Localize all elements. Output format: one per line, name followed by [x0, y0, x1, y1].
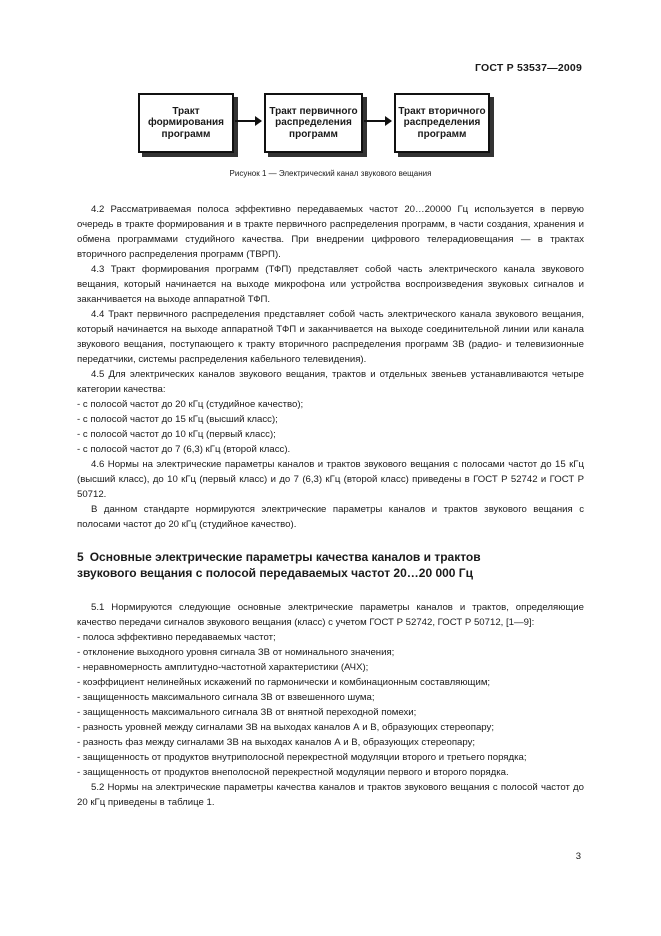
section-5-heading — [77, 549, 587, 581]
heading-line: звукового вещания с полосой передаваемых частот 20…20 000 Гц — [77, 566, 473, 580]
paragraph-5-1: 5.1 Нормируются следующие основные электрические параметры каналов и трактов, определяющие качество передачи сигналов звукового вещания (класс) с учетом ГОСТ Р 52742, ГОСТ Р 50712, [1—9]: — [77, 602, 584, 628]
diagram-box-formation — [138, 93, 234, 153]
list-item: - защищенность максимального сигнала ЗВ от взвешенного шума; — [77, 690, 584, 705]
list-item: - полоса эффективно передаваемых частот; — [77, 630, 584, 645]
list-item: - отклонение выходного уровня сигнала ЗВ от номинального значения; — [77, 645, 584, 660]
paragraph-5-2: 5.2 Нормы на электрические параметры качества каналов и трактов звукового вещания с полосой частот до 20 кГц приведены в таблице 1. — [77, 782, 584, 808]
list-item: - с полосой частот до 15 кГц (высший класс); — [77, 412, 584, 427]
standard-code: ГОСТ Р 53537—2009 — [474, 62, 582, 74]
list-item: - коэффициент нелинейных искажений по гармонически и комбинационным составляющим; — [77, 675, 584, 690]
box-text: программ — [161, 128, 211, 140]
channel-diagram — [138, 93, 490, 155]
box-text: формирования — [147, 117, 225, 129]
box-text: распределения — [275, 117, 352, 129]
paragraph-4-3: 4.3 Тракт формирования программ (ТФП) представляет собой часть электрического канала звукового вещания, который начинается на выходе микрофона или устройства воспроизведения звуковых сигналов и заканчивается на выходе аппаратной ТФП. — [77, 264, 584, 305]
heading-line: Основные электрические параметры качества каналов и трактов — [89, 550, 481, 564]
section-number: 5 — [77, 550, 84, 564]
list-item: - неравномерность амплитудно-частотной характеристики (АЧХ); — [77, 660, 584, 675]
list-item: - разность фаз между сигналами ЗВ на выходах каналов А и В, образующих стереопару; — [77, 735, 584, 750]
list-item: - защищенность от продуктов внеполосной перекрестной модуляции первого и второго порядка. — [77, 765, 584, 780]
page-number: 3 — [575, 851, 581, 862]
paragraph-4-4: 4.4 Тракт первичного распределения представляет собой часть электрического канала звукового вещания, который начинается на выходе аппаратной ТФП и заканчивается на выходе соединительной линии или канала звукового вещания, поступающего к тракту вторичного распределения программ ЗВ (радио- и телевизионные передатчики, системы распределения кабельного телевидения). — [77, 309, 584, 365]
arrow-icon — [235, 120, 261, 122]
list-item: - с полосой частот до 10 кГц (первый класс); — [77, 427, 584, 442]
paragraph-4-5: 4.5 Для электрических каналов звукового вещания, трактов и отдельных звеньев устанавливаются четыре категории качества: — [77, 369, 584, 395]
section-5-text — [77, 600, 584, 810]
list-item: - с полосой частот до 20 кГц (студийное качество); — [77, 397, 584, 412]
section-4-text — [77, 202, 584, 532]
diagram-box-secondary — [394, 93, 490, 153]
list-item: - защищенность максимального сигнала ЗВ от внятной переходной помехи; — [77, 705, 584, 720]
box-text: Тракт — [172, 105, 200, 117]
box-text: Тракт первичного — [269, 105, 358, 117]
paragraph-4-2: 4.2 Рассматриваемая полоса эффективно передаваемых частот 20…20000 Гц используется в первую очередь в тракте формирования и в тракте первичного распределения программ, в части создания, хранения и обмена программами студийного качества. При внедрении цифрового телерадиовещания — в трактах вторичного распределения программ (ТВРП). — [77, 204, 584, 260]
box-text: Тракт вторичного — [398, 105, 486, 117]
figure-caption: Рисунок 1 — Электрический канал звукового вещания — [229, 169, 432, 178]
list-item: - защищенность от продуктов внутриполосной перекрестной модуляции второго и третьего порядка; — [77, 750, 584, 765]
paragraph-4-6: 4.6 Нормы на электрические параметры каналов и трактов звукового вещания с полосами частот до 15 кГц (высший класс), до 10 кГц (первый класс) и до 7 (6,3) кГц (второй класс) приведены в ГОСТ Р 52742 и ГОСТ Р 50712. — [77, 459, 584, 500]
list-item: - с полосой частот до 7 (6,3) кГц (второй класс). — [77, 442, 584, 457]
diagram-box-primary — [264, 93, 363, 153]
box-text: программ — [289, 128, 338, 140]
box-text: распределения — [403, 117, 481, 129]
arrow-icon — [364, 120, 391, 122]
list-item: - разность уровней между сигналами ЗВ на выходах каналов А и В, образующих стереопару; — [77, 720, 584, 735]
paragraph-final: В данном стандарте нормируются электрические параметры каналов и трактов звукового вещания с полосами частот до 20 кГц (студийное качество). — [77, 504, 584, 530]
box-text: программ — [417, 128, 467, 140]
